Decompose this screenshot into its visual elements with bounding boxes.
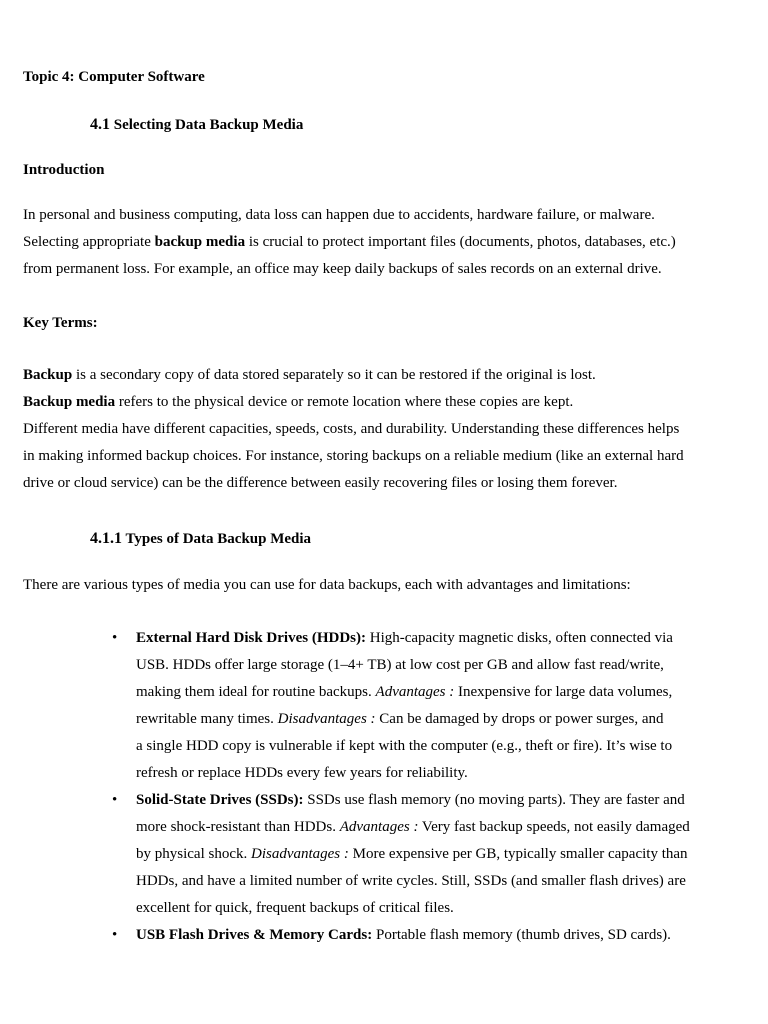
hdd-line-5: a single HDD copy is vulnerable if kept with the computer (e.g., theft or fire). It’s wise to bbox=[136, 738, 673, 754]
section-4-1-title: Selecting Data Backup Media bbox=[113, 117, 304, 133]
media-para-line-2: in making informed backup choices. For instance, storing backups on a reliable medium (like an external hard bbox=[23, 448, 684, 464]
backup-media-term: Backup media bbox=[23, 394, 116, 410]
hdd-term: External Hard Disk Drives (HDDs): bbox=[136, 630, 366, 646]
hdd-l3-post: Inexpensive for large data volumes, bbox=[454, 684, 673, 700]
key-terms-paragraph bbox=[23, 362, 713, 497]
hdd-disadvantages-label: Disadvantages : bbox=[277, 711, 376, 727]
ssd-line-1 bbox=[136, 787, 702, 814]
list-item-usb-flash bbox=[112, 922, 702, 949]
ssd-disadvantages-label: Disadvantages : bbox=[250, 846, 349, 862]
ssd-line-4: HDDs, and have a limited number of write cycles. Still, SSDs (and smaller flash drives) are bbox=[136, 873, 686, 889]
usb-l1: Portable flash memory (thumb drives, SD cards). bbox=[372, 927, 671, 943]
ssd-l1: SSDs use flash memory (no moving parts). They are faster and bbox=[303, 792, 685, 808]
section-4-1-heading bbox=[90, 111, 303, 139]
intro-line-2 bbox=[23, 229, 713, 256]
intro-backup-media-term: backup media bbox=[154, 234, 246, 250]
hdd-l4-pre: rewritable many times. bbox=[136, 711, 278, 727]
intro-line-3: from permanent loss. For example, an office may keep daily backups of sales records on an external drive. bbox=[23, 261, 662, 277]
hdd-line-2: USB. HDDs offer large storage (1–4+ TB) at low cost per GB and allow fast read/write, bbox=[136, 657, 664, 673]
backup-term: Backup bbox=[23, 367, 73, 383]
topic-heading: Topic 4: Computer Software bbox=[23, 69, 205, 85]
media-para-line-3: drive or cloud service) can be the difference between easily recovering files or losing them forever. bbox=[23, 475, 618, 491]
ssd-line-2 bbox=[136, 814, 702, 841]
usb-term: USB Flash Drives & Memory Cards: bbox=[136, 927, 373, 943]
ssd-l3-post: More expensive per GB, typically smaller capacity than bbox=[348, 846, 688, 862]
hdd-line-4 bbox=[136, 706, 702, 733]
media-para-line-1: Different media have different capacities, speeds, costs, and durability. Understanding these differences helps bbox=[23, 421, 680, 437]
intro-line-2-post: is crucial to protect important files (documents, photos, databases, etc.) bbox=[245, 234, 676, 250]
hdd-line-6: refresh or replace HDDs every few years for reliability. bbox=[136, 765, 468, 781]
section-4-1-1-heading bbox=[90, 525, 311, 553]
ssd-l3-pre: by physical shock. bbox=[136, 846, 251, 862]
backup-definition bbox=[23, 362, 713, 389]
ssd-l2-post: Very fast backup speeds, not easily damaged bbox=[418, 819, 690, 835]
list-item-hdd bbox=[112, 625, 702, 787]
hdd-line-3 bbox=[136, 679, 702, 706]
section-4-1-1-number: 4.1.1 bbox=[90, 530, 122, 547]
ssd-l2-pre: more shock-resistant than HDDs. bbox=[136, 819, 340, 835]
key-terms-heading: Key Terms: bbox=[23, 315, 98, 331]
intro-line-2-pre: Selecting appropriate bbox=[23, 234, 155, 250]
introduction-heading: Introduction bbox=[23, 162, 105, 178]
backup-media-list bbox=[112, 625, 702, 949]
section-4-1-number: 4.1 bbox=[90, 116, 110, 133]
intro-line-1: In personal and business computing, data loss can happen due to accidents, hardware failure, or malware. bbox=[23, 207, 655, 223]
types-intro-paragraph bbox=[23, 572, 713, 599]
list-item-ssd bbox=[112, 787, 702, 922]
ssd-advantages-label: Advantages : bbox=[339, 819, 419, 835]
backup-media-def-text: refers to the physical device or remote location where these copies are kept. bbox=[115, 394, 574, 410]
section-4-1-1-title: Types of Data Backup Media bbox=[125, 531, 312, 547]
usb-line-1 bbox=[136, 922, 702, 949]
hdd-l1: High-capacity magnetic disks, often connected via bbox=[365, 630, 673, 646]
hdd-advantages-label: Advantages : bbox=[375, 684, 455, 700]
ssd-term: Solid-State Drives (SSDs): bbox=[136, 792, 304, 808]
ssd-line-3 bbox=[136, 841, 702, 868]
ssd-line-5: excellent for quick, frequent backups of critical files. bbox=[136, 900, 454, 916]
introduction-paragraph bbox=[23, 202, 713, 283]
hdd-line-1 bbox=[136, 625, 702, 652]
types-intro-line: There are various types of media you can use for data backups, each with advantages and limitations: bbox=[23, 577, 631, 593]
backup-def-text: is a secondary copy of data stored separately so it can be restored if the original is lost. bbox=[72, 367, 596, 383]
hdd-l4-post: Can be damaged by drops or power surges, and bbox=[375, 711, 664, 727]
hdd-l3-pre: making them ideal for routine backups. bbox=[136, 684, 376, 700]
backup-media-definition bbox=[23, 389, 713, 416]
